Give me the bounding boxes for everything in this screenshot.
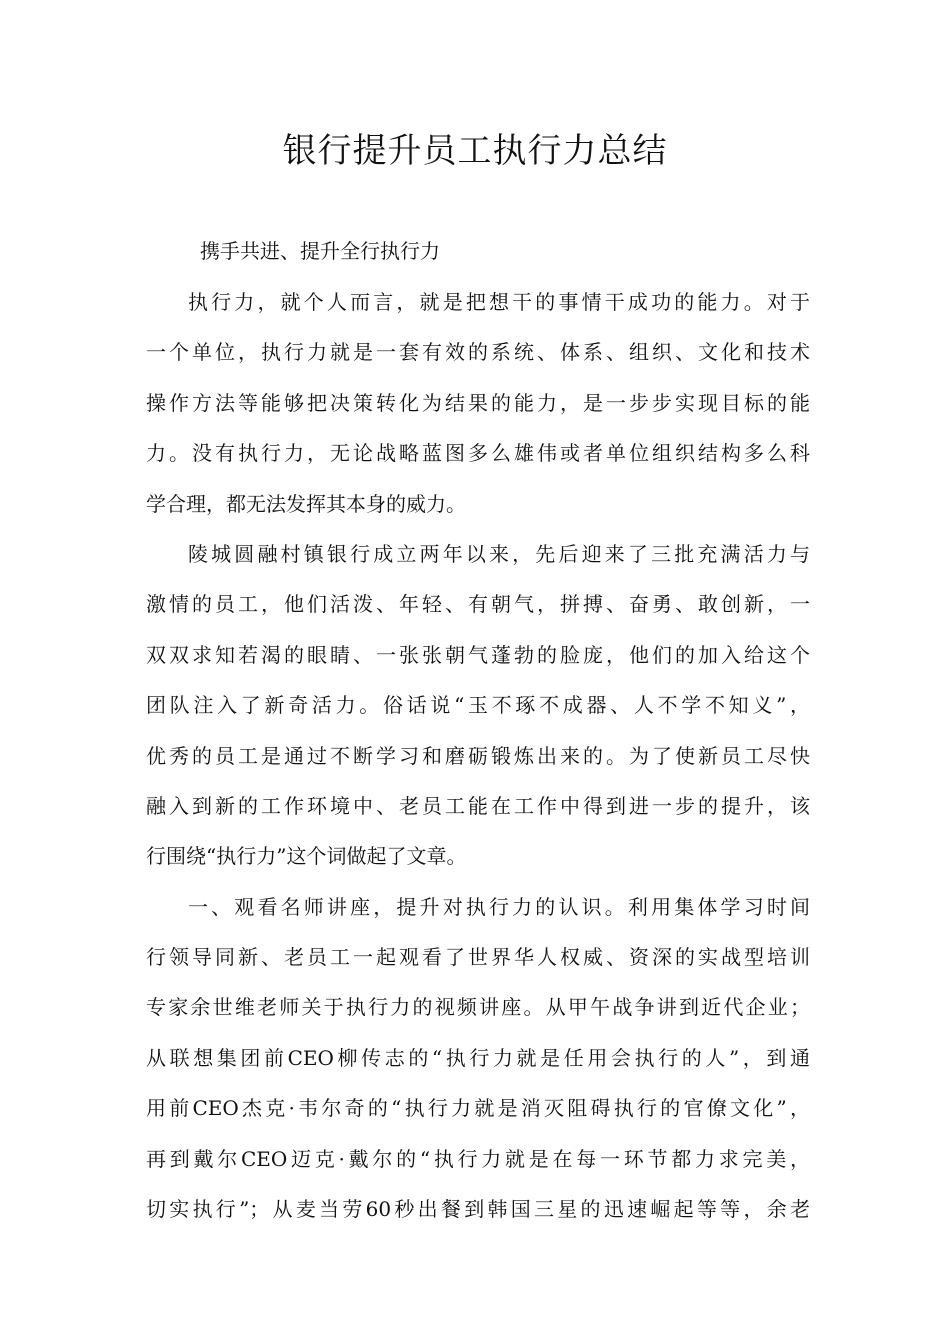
text-line: 再到戴尔CEO迈克·戴尔的“执行力就是在每一环节都力求完美，	[146, 1146, 810, 1171]
text-line: 陵城圆融村镇银行成立两年以来，先后迎来了三批充满活力与	[188, 541, 810, 566]
text-line: 融入到新的工作环境中、老员工能在工作中得到进一步的提升，该	[146, 793, 810, 818]
text-line: 操作方法等能够把决策转化为结果的能力，是一步步实现目标的能	[146, 390, 810, 415]
text-line: 优秀的员工是通过不断学习和磨砺锻炼出来的。为了使新员工尽快	[146, 743, 810, 768]
text-line: 团队注入了新奇活力。俗话说“玉不琢不成器、人不学不知义”，	[146, 693, 810, 718]
text-line: 力。没有执行力，无论战略蓝图多么雄伟或者单位组织结构多么科	[146, 441, 810, 466]
body-text	[146, 282, 810, 1239]
text-line: 一个单位，执行力就是一套有效的系统、体系、组织、文化和技术	[146, 340, 810, 365]
text-line: 双双求知若渴的眼睛、一张张朝气蓬勃的脸庞，他们的加入给这个	[146, 642, 810, 667]
text-line: 激情的员工，他们活泼、年轻、有朝气，拼搏、奋勇、敢创新，一	[146, 592, 810, 617]
text-line: 从联想集团前CEO柳传志的“执行力就是任用会执行的人”，到通	[146, 1045, 810, 1070]
document-subtitle: 携手共进、提升全行执行力	[200, 239, 440, 263]
text-line: 执行力，就个人而言，就是把想干的事情干成功的能力。对于	[188, 290, 810, 314]
text-line: 行围绕“执行力”这个词做起了文章。	[146, 844, 467, 869]
text-line: 切实执行”；从麦当劳60秒出餐到韩国三星的迅速崛起等等，余老	[146, 1197, 810, 1222]
text-line: 学合理，都无法发挥其本身的威力。	[146, 491, 466, 516]
text-line: 用前CEO杰克·韦尔奇的“执行力就是消灭阻碍执行的官僚文化”，	[146, 1096, 810, 1121]
text-line: 专家余世维老师关于执行力的视频讲座。从甲午战争讲到近代企业；	[146, 995, 810, 1020]
text-line: 行领导同新、老员工一起观看了世界华人权威、资深的实战型培训	[146, 945, 810, 970]
document-title: 银行提升员工执行力总结	[282, 131, 668, 171]
text-line: 一、观看名师讲座，提升对执行力的认识。利用集体学习时间	[188, 894, 810, 919]
